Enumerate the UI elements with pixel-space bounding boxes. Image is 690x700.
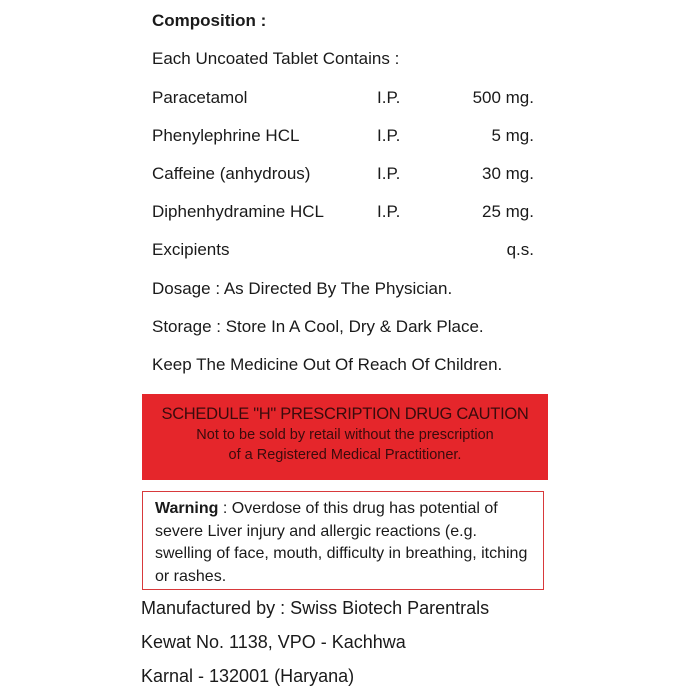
composition-intro: Each Uncoated Tablet Contains : — [152, 49, 400, 68]
warning-box — [142, 491, 544, 590]
ingredient-name: Caffeine (anhydrous) — [152, 164, 311, 183]
ingredient-standard: I.P. — [377, 126, 401, 145]
ingredient-quantity: 500 mg. — [472, 88, 534, 107]
ingredient-row — [152, 162, 534, 186]
ingredient-name: Paracetamol — [152, 88, 248, 107]
dosage-text: Dosage : As Directed By The Physician. — [152, 279, 453, 298]
ingredient-row — [152, 200, 534, 224]
manufacturer-address: Kewat No. 1138, VPO - Kachhwa — [141, 632, 406, 652]
manufacturer-name: Manufactured by : Swiss Biotech Parentrals — [141, 598, 490, 618]
ingredient-name: Phenylephrine HCL — [152, 126, 300, 145]
keep-away-text: Keep The Medicine Out Of Reach Of Children. — [152, 355, 503, 374]
ingredient-standard: I.P. — [377, 164, 401, 183]
schedule-h-caution-box — [142, 394, 548, 480]
warning-text: : Overdose of this drug has potential of severe Liver injury and allergic reactions (e.g. swelling of face, mouth, difficulty in breathing, itching or rashes. — [155, 500, 528, 585]
ingredient-row — [152, 238, 534, 262]
ingredient-name: Excipients — [152, 240, 230, 259]
ingredient-standard: I.P. — [377, 88, 401, 107]
ingredient-quantity: 30 mg. — [482, 164, 534, 183]
storage-text: Storage : Store In A Cool, Dry & Dark Place. — [152, 317, 484, 336]
composition-heading: Composition : — [152, 11, 267, 30]
ingredient-quantity: q.s. — [506, 240, 534, 259]
ingredient-standard: I.P. — [377, 202, 401, 221]
ingredient-quantity: 25 mg. — [482, 202, 534, 221]
manufacturer-city: Karnal - 132001 (Haryana) — [141, 666, 355, 686]
ingredient-row — [152, 124, 534, 148]
ingredient-quantity: 5 mg. — [491, 126, 534, 145]
caution-line-1: Not to be sold by retail without the prescription — [196, 427, 494, 443]
warning-label: Warning — [155, 500, 219, 517]
caution-title: SCHEDULE "H" PRESCRIPTION DRUG CAUTION — [161, 405, 529, 423]
ingredient-row — [152, 86, 534, 110]
ingredient-name: Diphenhydramine HCL — [152, 202, 324, 221]
caution-line-2: of a Registered Medical Practitioner. — [228, 447, 462, 463]
